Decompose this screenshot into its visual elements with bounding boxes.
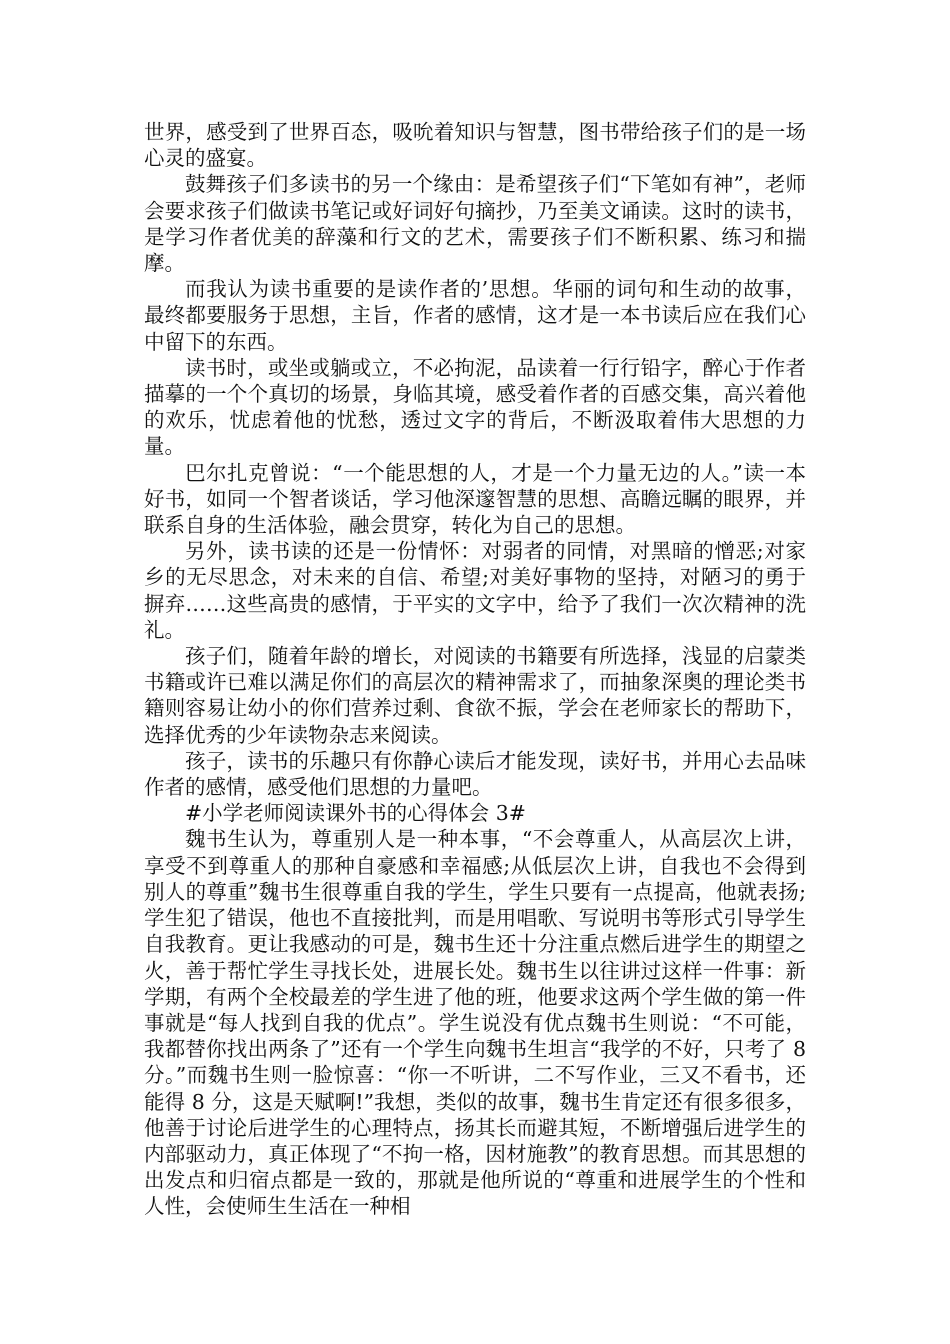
section-heading: #小学老师阅读课外书的心得体会 3# <box>185 801 526 826</box>
paragraph-7: 孩子们，随着年龄的增长，对阅读的书籍要有所选择，浅显的启蒙类书籍或许已难以满足你们的高层次的精神需求了，而抽象深奥的理论类书籍则容易让幼小的你们营养过剩、食欲不振，学会在老师家长的帮助下，选择优秀的少年读物杂志来阅读。 <box>144 644 806 747</box>
paragraph-5: 巴尔扎克曾说：“一个能思想的人，才是一个力量无边的人。”读一本好书，如同一个智者谈话，学习他深邃智慧的思想、高瞻远瞩的眼界，并联系自身的生活体验，融会贯穿，转化为自己的思想。 <box>144 460 806 538</box>
paragraph-6: 另外，读书读的还是一份情怀：对弱者的同情，对黑暗的憎恶;对家乡的无尽思念，对未来的自信、希望;对美好事物的坚持，对陋习的勇于摒弃……这些高贵的感情，于平实的文字中，给予了我们一次次精神的洗礼。 <box>144 539 806 642</box>
paragraph-4: 读书时，或坐或躺或立，不必拘泥，品读着一行行铅字，醉心于作者描摹的一个个真切的场景，身临其境，感受着作者的百感交集，高兴着他的欢乐，忧虑着他的忧愁，透过文字的背后，不断汲取着伟大思想的力量。 <box>144 355 806 459</box>
paragraph-3: 而我认为读书重要的是读作者的’思想。华丽的词句和生动的故事，最终都要服务于思想，主旨，作者的感情，这才是一本书读后应在我们心中留下的东西。 <box>144 277 806 354</box>
paragraph-2: 鼓舞孩子们多读书的另一个缘由：是希望孩子们“下笔如有神”，老师会要求孩子们做读书笔记或好词好句摘抄，乃至美文诵读。这时的读书，是学习作者优美的辞藻和行文的艺术，需要孩子们不断积累、练习和揣摩。 <box>144 172 806 276</box>
paragraph-1: 世界，感受到了世界百态，吸吮着知识与智慧，图书带给孩子们的是一场心灵的盛宴。 <box>144 120 806 171</box>
paragraph-8: 孩子，读书的乐趣只有你静心读后才能发现，读好书，并用心去品味作者的感情，感受他们思想的力量吧。 <box>144 748 806 800</box>
document-page <box>144 119 806 1220</box>
paragraph-9: 魏书生认为，尊重别人是一种本事，“不会尊重人，从高层次上讲，享受不到尊重人的那种自豪感和幸福感;从低层次上讲，自我也不会得到别人的尊重”魏书生很尊重自我的学生，学生只要有一点提高，他就表扬;学生犯了错误，他也不直接批判，而是用唱歌、写说明书等形式引导学生自我教育。更让我感动的可是，魏书生还十分注重点燃后进学生的期望之火，善于帮忙学生寻找长处，进展长处。魏书生以往讲过这样一件事：新学期，有两个全校最差的学生进了他的班，他要求这两个学生做的第一件事就是“每人找到自我的优点”。学生说没有优点魏书生则说：“不可能，我都替你找出两条了”还有一个学生向魏书生坦言“我学的不好，只考了 8 分。”而魏书生则一脸惊喜：“你一不听讲，二不写作业，三又不看书，还能得 8 分，这是天赋啊!”我想，类似的故事，魏书生肯定还有很多很多，他善于讨论后进学生的心理特点，扬其长而避其短，不断增强后进学生的内部驱动力，真正体现了“不拘一格，因材施教”的教育思想。而其思想的出发点和归宿点都是一致的，那就是他所说的“尊重和进展学生的个性和人性，会使师生生活在一种相 <box>144 827 806 1219</box>
